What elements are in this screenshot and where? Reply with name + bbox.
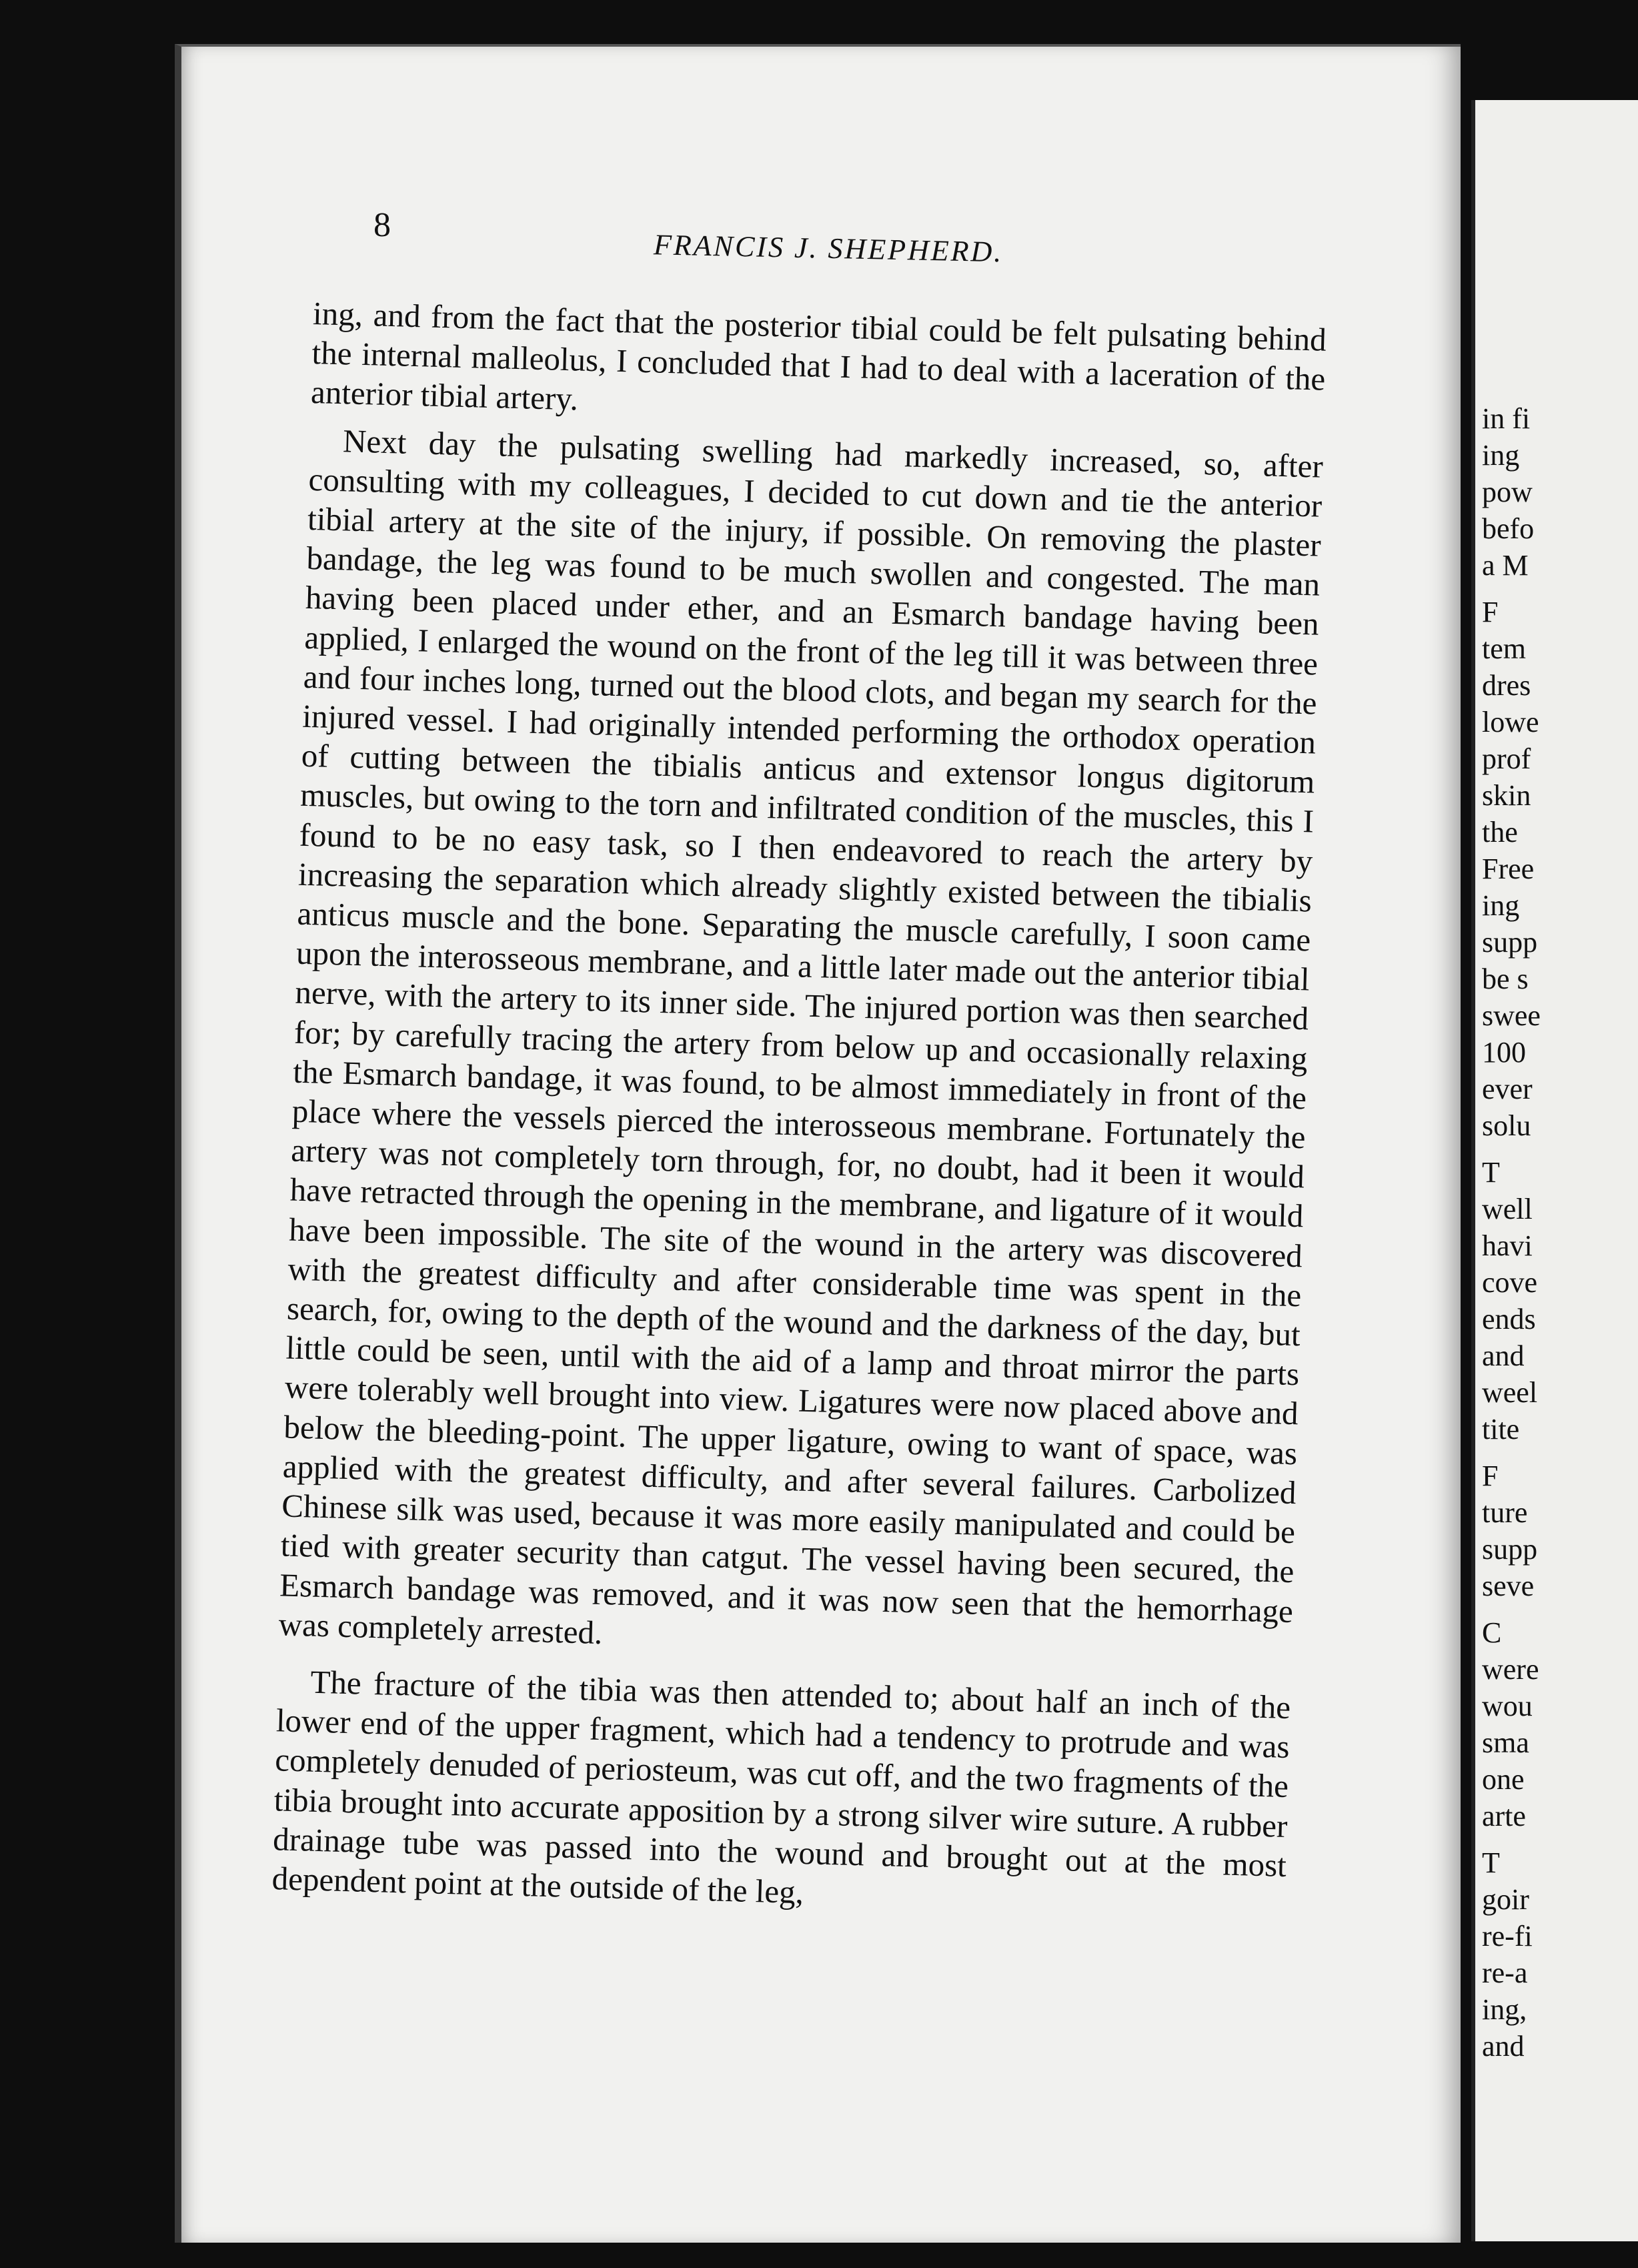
paragraph: The fracture of the tibia was then attended to; about half an inch of the lower end of the upper fragment, which had a tendency to protrude and was completely denuded of periosteum, was cut off, and the two fragments of the tibia brought into accurate apposition by a strong silver wire suture. A rubber drainage tube was passed into the wound and brought out at the most dependent point at the outside of the leg, [271,1663,1291,1910]
facing-page-line: ture [1482,1496,1528,1529]
facing-page-line: dres [1482,669,1531,702]
facing-page-line: the [1482,816,1518,848]
facing-page-line: T [1482,1846,1500,1879]
facing-page-line: ever [1482,1073,1533,1105]
facing-page-line: T [1482,1156,1500,1189]
facing-page-line: F [1482,1460,1499,1492]
facing-page-line: and [1482,1339,1525,1372]
facing-page-line: ing [1482,889,1520,922]
facing-page-line: a M [1482,549,1529,582]
facing-page-line: lowe [1482,706,1539,738]
facing-page-line: Free [1482,853,1535,885]
facing-page-line: in fi [1482,402,1531,435]
facing-page-line: ing, [1482,1993,1527,2026]
facing-page-line: 100 [1482,1036,1526,1069]
facing-page-line: F [1482,596,1499,628]
facing-page-line: tem [1482,632,1526,665]
facing-page-line: befo [1482,512,1535,545]
facing-page-line: solu [1482,1109,1531,1142]
paragraph: Next day the pulsating swelling had markedly increased, so, after consulting with my colleagues, I decided to cut down and tie the anterior tibial artery at the site of the injury, if possible. On removing the plaster bandage, the leg was found to be much swollen and congested. The man having been placed under ether, and an Esmarch bandage having been applied, I enlarged the wound on the front of the leg till it was between three and four inches long, turned out the blood clots, and began my search for the injured vessel. I had originally intended performing the orthodox operation of cutting between the tibialis anticus and extensor longus digitorum muscles, but owing to the torn and infiltrated condition of the muscles, this I found to be no easy task, so I then endeavored to reach the artery by increasing the separation which already slightly existed between the tibialis anticus muscle and the bone. Separating the muscle carefully, I soon came upon the interosseous membrane, and a little later made out the anterior tibial nerve, with the artery to its inner side. The injured portion was then searched for; by carefully tracing the artery from below up and occasionally relaxing the Esmarch bandage, it was found, to be almost immediately in front of the place where the vessels pierced the interosseous membrane. Fortunately the artery was not completely torn through, for, no doubt, had it been it would have retracted through the opening in the membrane, and ligature of it would have been impossible. The site of the wound in the artery was discovered with the greatest difficulty and after considerable time was spent in the search, for, owing to the depth of the wound and the darkness of the day, but little could be seen, until with the aid of a lamp and throat mirror the parts were tolerably well brought into view. Ligatures were now placed above and below the bleeding-point. The upper ligature, owing to want of space, was applied with the greatest difficulty, and after several failures. Carbolized Chinese silk was used, because it was more easily manipulated and could be tied with greater security than catgut. The vessel having been secured, the Esmarch bandage was removed, and it was now seen that the hemorrhage was completely arrested. [278,422,1324,1651]
facing-page-line: weel [1482,1376,1538,1409]
facing-page [1471,100,1638,2241]
facing-page-line: prof [1482,742,1531,775]
facing-page-line: seve [1482,1570,1535,1602]
facing-page-line: arte [1482,1800,1526,1832]
facing-page-line: pow [1482,476,1533,508]
facing-page-line: re-fi [1482,1920,1533,1952]
facing-page-line: sma [1482,1726,1529,1759]
facing-page-line: swee [1482,999,1541,1032]
facing-page-line: cove [1482,1266,1538,1299]
facing-page-line: tite [1482,1413,1520,1446]
facing-page-line: ends [1482,1303,1536,1335]
facing-page-line: and [1482,2030,1525,2063]
facing-page-line: supp [1482,926,1538,959]
facing-page-line: were [1482,1653,1539,1686]
facing-page-line: skin [1482,779,1531,812]
facing-page-line: wou [1482,1690,1533,1722]
facing-page-line: C [1482,1616,1502,1649]
facing-page-line: havi [1482,1229,1533,1262]
facing-page-line: supp [1482,1533,1538,1566]
facing-page-line: ing [1482,439,1520,472]
running-head: FRANCIS J. SHEPHERD. [653,228,1004,269]
facing-page-line: be s [1482,963,1529,995]
body-text [271,294,1327,1932]
facing-page-line: re-a [1482,1956,1528,1989]
facing-page-line: well [1482,1193,1533,1225]
facing-page-line: goir [1482,1883,1529,1916]
paragraph: ing, and from the fact that the posterior tibial could be felt pulsating behind the internal malleolus, I concluded that I had to deal with a laceration of the anterior tibial artery. [310,294,1327,418]
page-number: 8 [373,206,391,244]
facing-page-line: one [1482,1763,1525,1796]
